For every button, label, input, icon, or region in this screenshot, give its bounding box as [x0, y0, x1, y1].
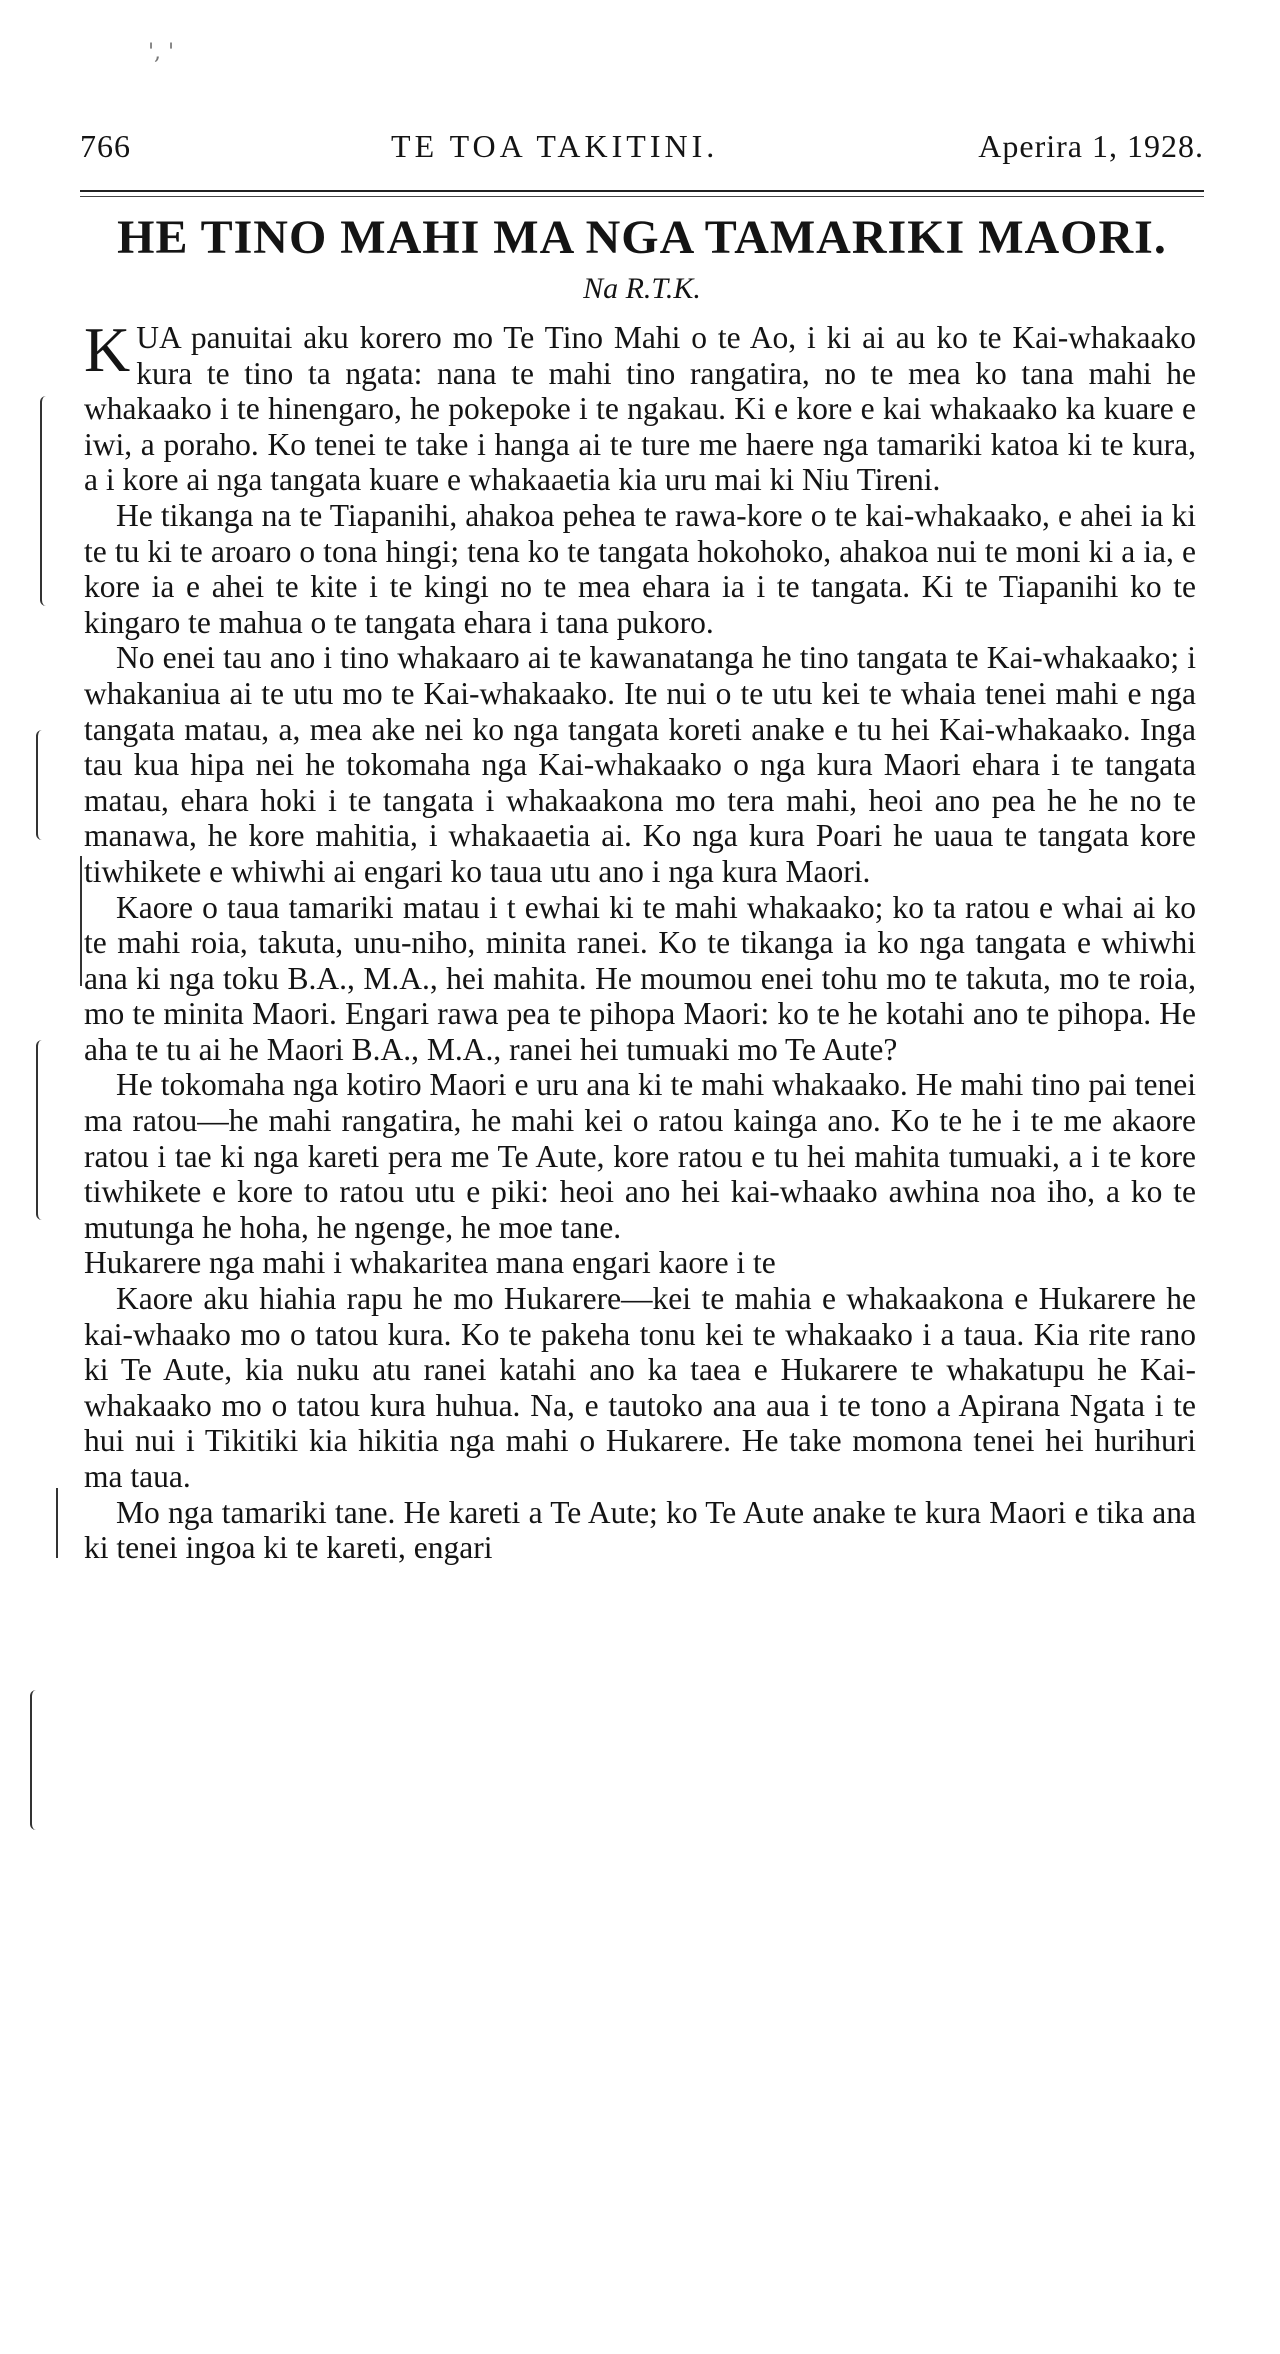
- page-number: 766: [80, 128, 131, 164]
- article-byline: Na R.T.K.: [583, 272, 701, 305]
- header-rule-thin: [80, 196, 1204, 197]
- publication-title: TE TOA TAKITINI.: [391, 128, 719, 164]
- margin-pencil-mark: [36, 730, 48, 840]
- paragraph-6: Hukarere nga mahi i whakaritea mana engari kaore i te: [84, 1245, 776, 1281]
- margin-pencil-mark: [30, 1690, 42, 1830]
- margin-pencil-mark: [36, 1040, 48, 1220]
- issue-date: Aperira 1, 1928.: [978, 128, 1204, 164]
- paragraph-1: [84, 314, 1196, 498]
- article-title: HE TINO MAHI MA NGA TAMARIKI MAORI.: [117, 211, 1167, 264]
- margin-speck: ', ': [148, 40, 175, 65]
- margin-pencil-mark: [56, 1488, 68, 1558]
- paragraph-2: He tikanga na te Tiapanihi, ahakoa pehea te rawa-kore o te kai-whakaako, e ahei ia ki te tu ki te aroaro o tona hingi; tena ko te tangata hokohoko, ahakoa nui te moni ki a ia, e kore ia e ahei te kite i te kingi no te mea ehara ia i te tangata. Ki te Tiapanihi ko te kingaro te mahua o te tangata ehara i tana pukoro.: [84, 497, 1196, 640]
- paragraph-5: He tokomaha nga kotiro Maori e uru ana ki te mahi whakaako. He mahi tino pai tenei ma ratou—he mahi rangatira, he mahi kei o ratou kainga ano. Ko te he i te me akaore ratou i tae ki nga kareti pera me Te Aute, kore ratou e tu hei mahita tumuaki, a i te kore tiwhikete e kore to ratou utu e piki: heoi ano hei kai-whaako awhina noa iho, a ko te mutunga he hoha, he ngenge, he moe tane.: [84, 1067, 1196, 1245]
- header-rule: [80, 190, 1204, 192]
- paragraph-7: Kaore aku hiahia rapu he mo Hukarere—kei te mahia e whakaakona e Hukarere he kai-whaako mo o tatou kura. Ko te pakeha tonu kei te whakaako i a taua. Kia rite rano ki Te Aute, kia nuku atu ranei katahi ano ka taea e Hukarere te whakatupu he Kai-whakaako mo o tatou kura huhua. Na, e tautoko ana aua i te tono a Apirana Ngata i te hui nui i Tikitiki kia hikitia nga mahi o Hukarere. He take momona tenei hei hurihuri ma taua.: [84, 1281, 1196, 1494]
- paragraph-8: Mo nga tamariki tane. He kareti a Te Aute; ko Te Aute anake te kura Maori e tika ana ki tenei ingoa ki te kareti, engari: [84, 1494, 1196, 1566]
- paragraph-4: Kaore o taua tamariki matau i t ewhai ki te mahi whakaako; ko ta ratou e whai ai ko te mahi roia, takuta, unu-niho, minita ranei. Ko te tikanga ia ko nga tangata e whiwhi ana ki nga toku B.A., M.A., hei mahita. He moumou enei tohu mo te takuta, mo te roia, mo te minita Maori. Engari rawa pea te pihopa Maori: ko te he kotahi ano te pihopa. He aha te tu ai he Maori B.A., M.A., ranei hei tumuaki mo Te Aute?: [84, 889, 1196, 1067]
- margin-pencil-mark: [40, 396, 52, 606]
- running-header: [80, 128, 1204, 165]
- paragraph-3: No enei tau ano i tino whakaaro ai te kawanatanga he tino tangata te Kai-whakaako; i whakaniua ai te utu mo te Kai-whakaako. Ite nui o te utu kei te whaia tenei mahi e nga tangata matau, a, mea ake nei ko nga tangata koreti anake e tu hei Kai-whakaako. Inga tau kua hipa nei he tokomaha nga Kai-whakaako o nga kura Maori ehara i te tangata matau, ehara hoki i te tangata i whakaakona mo tera mahi, heoi ano pea he he no te manawa, he kore mahitia, i whakaaetia ai. Ko nga kura Poari he uaua te tangata kore tiwhikete e whiwhi ai engari ko taua utu ano i nga kura Maori.: [84, 640, 1196, 889]
- drop-cap: K: [84, 314, 131, 385]
- paragraph-text: UA panuitai aku korero mo Te Tino Mahi o te Ao, i ki ai au ko te Kai-whakaako kura te tino ta ngata: nana te mahi tino rangatira, no te mea ko tana mahi he whakaako i te hinengaro, he pokepoke i te ngakau. Ki e kore e kai whakaako ka kuare e iwi, a poraho. Ko tenei te take i hanga ai te ture me haere nga tamariki katoa ki te kura, a i kore ai nga tangata kuare e whakaaetia kia uru mai ki Niu Tireni.: [84, 320, 1196, 498]
- article-body: [84, 314, 1196, 1566]
